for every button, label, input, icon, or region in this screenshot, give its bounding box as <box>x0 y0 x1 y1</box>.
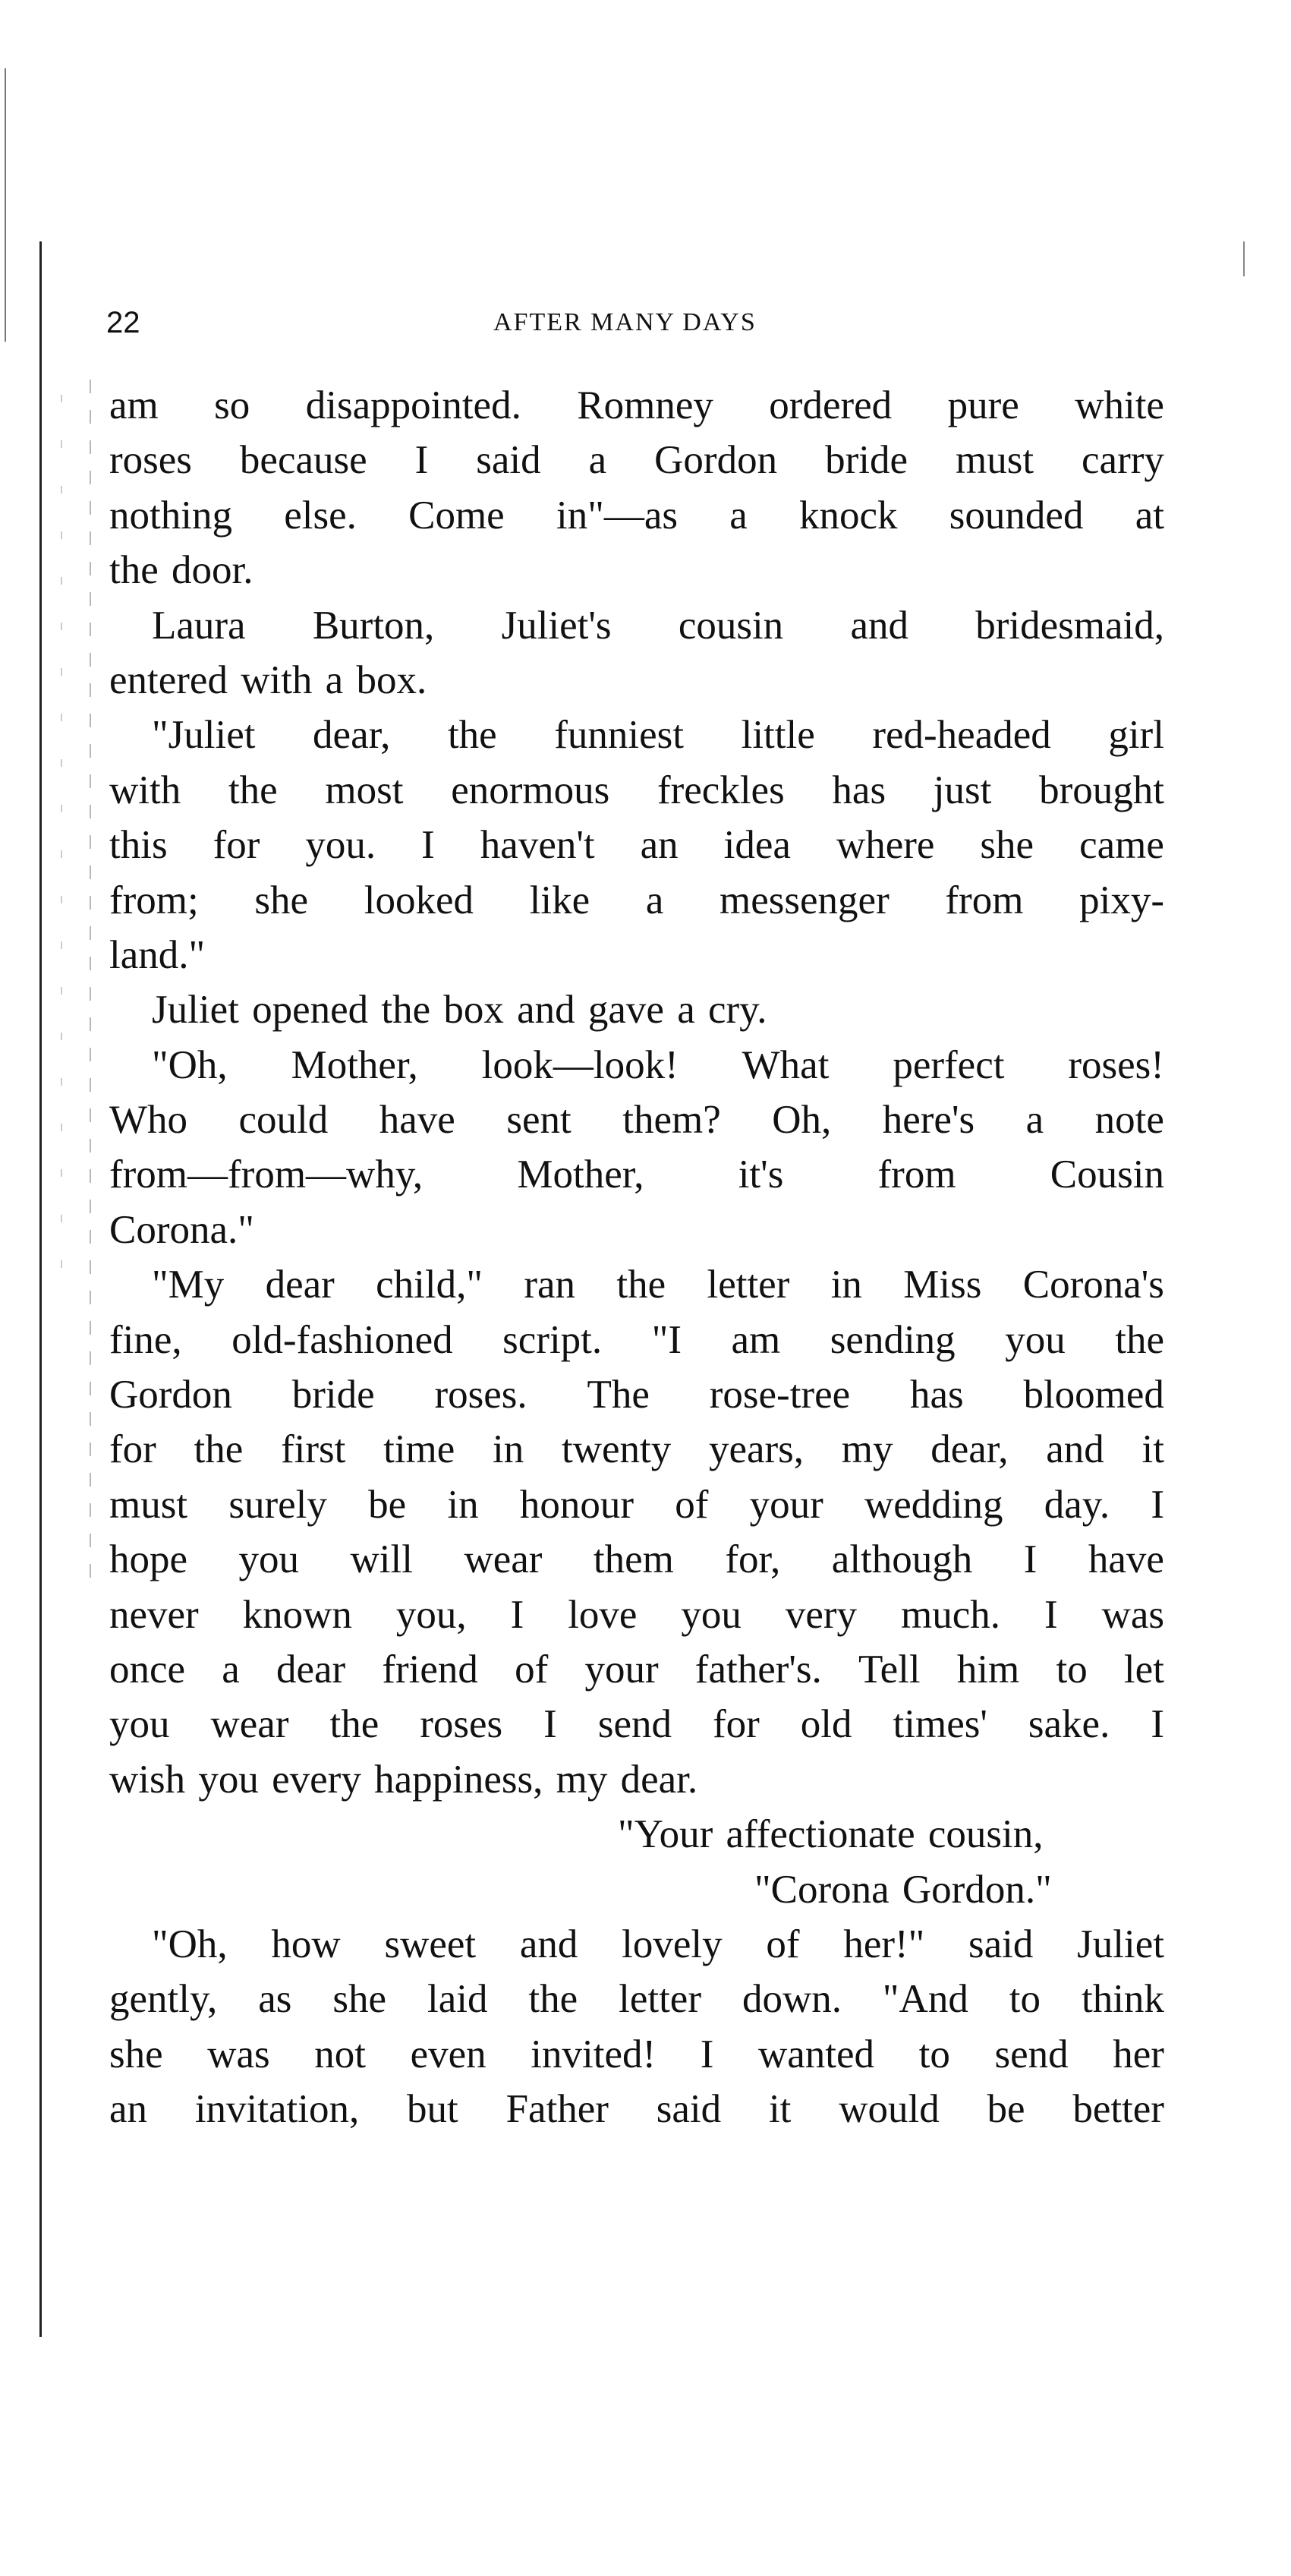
text-line <box>109 433 1164 487</box>
word: I <box>1151 1702 1164 1747</box>
word: and <box>1046 1427 1104 1472</box>
text-line <box>109 1147 1164 1202</box>
text-line <box>109 1093 1164 1147</box>
word: and <box>850 603 908 648</box>
word: wear <box>210 1702 289 1747</box>
word: Who <box>109 1098 188 1143</box>
word: letter <box>707 1263 790 1307</box>
word: with <box>109 768 181 812</box>
word: you, <box>395 1592 467 1637</box>
word: it's <box>738 1152 784 1197</box>
word: a <box>729 493 748 538</box>
page-number: 22 <box>106 306 140 339</box>
word: first <box>281 1427 346 1472</box>
word: "My <box>152 1263 225 1307</box>
text-line <box>109 873 1164 928</box>
text-line <box>109 2082 1164 2136</box>
word: the <box>329 1702 379 1747</box>
word: old-fashioned <box>231 1317 453 1362</box>
text-line: Corona." <box>109 1207 254 1252</box>
word: ran <box>524 1263 576 1307</box>
word: fine, <box>109 1317 182 1362</box>
word: look—look! <box>481 1042 679 1087</box>
word: of <box>766 1922 800 1966</box>
word: sent <box>506 1098 572 1143</box>
word: white <box>1075 383 1164 427</box>
word: to <box>918 2032 950 2076</box>
word: nothing <box>109 493 232 538</box>
word: the <box>447 713 497 758</box>
word: pure <box>947 383 1019 427</box>
word: roses <box>420 1702 503 1747</box>
word: the <box>528 1977 578 2022</box>
word: your <box>749 1482 823 1527</box>
word: invited! <box>531 2032 657 2076</box>
word: perfect <box>893 1042 1005 1087</box>
word: roses! <box>1068 1042 1164 1087</box>
word: Oh, <box>772 1098 832 1143</box>
word: never <box>109 1592 199 1637</box>
word: must <box>955 438 1034 483</box>
word: friend <box>382 1647 478 1692</box>
word: bloomed <box>1023 1373 1164 1417</box>
word: "Oh, <box>152 1042 228 1087</box>
word: twenty <box>561 1427 672 1472</box>
word: dear <box>276 1647 346 1692</box>
word: think <box>1081 1977 1164 2022</box>
word: a <box>1025 1098 1044 1143</box>
text-line <box>109 1917 1164 1972</box>
word: an <box>640 823 679 868</box>
word: I <box>543 1702 557 1747</box>
word: carry <box>1082 438 1164 483</box>
word: little <box>741 713 815 758</box>
word: idea <box>723 823 791 868</box>
word: a <box>588 438 607 483</box>
word: them <box>593 1537 674 1582</box>
word: even <box>410 2032 486 2076</box>
word: honour <box>519 1482 634 1527</box>
word: dear <box>265 1263 335 1307</box>
text-line <box>109 1038 1164 1093</box>
word: I <box>510 1592 524 1637</box>
word: Burton, <box>312 603 435 648</box>
word: wanted <box>757 2032 875 2076</box>
word: said <box>968 1922 1034 1966</box>
word: have <box>1088 1537 1164 1582</box>
word: for, <box>725 1537 781 1582</box>
word: Tell <box>858 1647 921 1692</box>
word: to <box>1056 1647 1088 1692</box>
word: her <box>1113 2032 1164 2076</box>
word: am <box>731 1317 781 1362</box>
word: them? <box>622 1098 721 1143</box>
word: from—from—why, <box>109 1152 424 1197</box>
text-line <box>109 1367 1164 1422</box>
word: surely <box>228 1482 327 1527</box>
word: of <box>515 1647 549 1692</box>
word: funniest <box>554 713 685 758</box>
word: roses <box>109 438 192 483</box>
word: Juliet's <box>501 603 612 648</box>
word: most <box>325 768 404 812</box>
word: I <box>421 823 435 868</box>
scan-edge-mark <box>1243 241 1245 276</box>
word: like <box>529 878 590 922</box>
text-line <box>109 1972 1164 2026</box>
word: you <box>238 1537 300 1582</box>
word: it <box>1141 1427 1164 1472</box>
text-line: land." <box>109 932 206 977</box>
text-line: Juliet opened the box and gave a cry. <box>152 988 767 1033</box>
word: ordered <box>769 383 893 427</box>
word: not <box>314 2032 367 2076</box>
word: as <box>258 1977 292 2022</box>
word: script. <box>502 1317 603 1362</box>
text-line: wish you every happiness, my dear. <box>109 1757 698 1802</box>
text-line <box>109 1697 1164 1751</box>
word: would <box>839 2087 940 2132</box>
text-line <box>109 818 1164 872</box>
text-line <box>109 2027 1164 2082</box>
word: I <box>1151 1482 1164 1527</box>
word: be <box>368 1482 407 1527</box>
word: years, <box>708 1427 805 1472</box>
text-line: "Corona Gordon." <box>754 1867 1052 1912</box>
word: your <box>584 1647 659 1692</box>
word: the <box>228 768 278 812</box>
word: enormous <box>451 768 610 812</box>
word: although <box>831 1537 973 1582</box>
word: Come <box>408 493 505 538</box>
word: send <box>994 2032 1069 2076</box>
text-line: the door. <box>109 548 253 593</box>
word: brought <box>1039 768 1164 812</box>
word: red-headed <box>872 713 1051 758</box>
word: of <box>675 1482 709 1527</box>
text-line <box>109 1313 1164 1367</box>
word: from; <box>109 878 199 922</box>
word: you <box>1005 1317 1066 1362</box>
word: cousin <box>678 603 784 648</box>
word: once <box>109 1647 186 1692</box>
word: and <box>519 1922 578 1966</box>
word: where <box>836 823 935 868</box>
word: letter <box>619 1977 701 2022</box>
word: girl <box>1108 713 1164 758</box>
word: you. <box>305 823 376 868</box>
word: much. <box>901 1592 1000 1637</box>
word: said <box>476 438 541 483</box>
word: down. <box>742 1977 842 2022</box>
word: Cousin <box>1050 1152 1164 1197</box>
word: for <box>109 1427 156 1472</box>
word: let <box>1123 1647 1164 1692</box>
text-line <box>109 1422 1164 1477</box>
word: bride <box>291 1373 375 1417</box>
word: very <box>785 1592 858 1637</box>
word: Mother, <box>291 1042 418 1087</box>
text-line <box>109 598 1164 653</box>
word: father's. <box>694 1647 822 1692</box>
word: be <box>987 2087 1025 2132</box>
word: "Oh, <box>152 1922 228 1966</box>
binding-gutter-line <box>39 241 42 2337</box>
word: child," <box>376 1263 483 1307</box>
word: wear <box>464 1537 543 1582</box>
word: "Juliet <box>152 713 256 758</box>
word: What <box>742 1042 830 1087</box>
word: in"—as <box>556 493 678 538</box>
word: my <box>841 1427 893 1472</box>
word: I <box>414 438 429 483</box>
scan-edge-mark <box>5 68 6 342</box>
word: an <box>109 2087 148 2132</box>
word: looked <box>364 878 474 922</box>
word: known <box>242 1592 352 1637</box>
word: day. <box>1044 1482 1110 1527</box>
word: "And <box>882 1977 968 2022</box>
text-line <box>109 1532 1164 1587</box>
word: because <box>239 438 367 483</box>
word: will <box>350 1537 413 1582</box>
word: Gordon <box>109 1373 232 1417</box>
word: said <box>656 2087 722 2132</box>
word: sending <box>830 1317 956 1362</box>
word: Mother, <box>517 1152 644 1197</box>
scan-artifact-line <box>90 380 91 1594</box>
word: has <box>832 768 886 812</box>
word: bridesmaid, <box>975 603 1164 648</box>
text-line <box>109 1477 1164 1532</box>
word: you <box>681 1592 742 1637</box>
word: I <box>700 2032 714 2076</box>
word: in <box>447 1482 479 1527</box>
word: for <box>712 1702 760 1747</box>
word: at <box>1135 493 1164 538</box>
word: you <box>109 1702 170 1747</box>
text-line <box>109 378 1164 433</box>
word: it <box>768 2087 792 2132</box>
page-header <box>106 300 1161 345</box>
word: came <box>1079 823 1164 868</box>
word: could <box>238 1098 329 1143</box>
word: but <box>407 2087 458 2132</box>
word: has <box>909 1373 964 1417</box>
word: Miss <box>903 1263 982 1307</box>
word: laid <box>427 1977 488 2022</box>
word: dear, <box>930 1427 1009 1472</box>
text-line <box>109 1257 1164 1312</box>
word: gently, <box>109 1977 218 2022</box>
word: the <box>194 1427 244 1472</box>
word: send <box>597 1702 672 1747</box>
word: times' <box>893 1702 987 1747</box>
word: her!" <box>843 1922 925 1966</box>
word: the <box>1115 1317 1164 1362</box>
word: sweet <box>384 1922 477 1966</box>
word: how <box>271 1922 341 1966</box>
word: have <box>379 1098 455 1143</box>
word: him <box>956 1647 1020 1692</box>
word: this <box>109 823 168 868</box>
word: she <box>332 1977 387 2022</box>
word: messenger <box>719 878 890 922</box>
word: the <box>616 1263 666 1307</box>
text-line <box>109 1642 1164 1697</box>
text-line <box>109 763 1164 818</box>
word: to <box>1009 1977 1041 2022</box>
word: The <box>587 1373 650 1417</box>
word: for <box>213 823 260 868</box>
word: Juliet <box>1077 1922 1164 1966</box>
word: love <box>568 1592 638 1637</box>
word: disappointed. <box>305 383 521 427</box>
word: lovely <box>622 1922 723 1966</box>
word: she <box>980 823 1034 868</box>
word: old <box>800 1702 852 1747</box>
word: dear, <box>313 713 391 758</box>
text-line: entered with a box. <box>109 657 427 702</box>
word: a <box>222 1647 240 1692</box>
word: from <box>877 1152 956 1197</box>
word: rose-tree <box>709 1373 851 1417</box>
text-line <box>109 708 1164 762</box>
word: note <box>1094 1098 1164 1143</box>
word: am <box>109 383 159 427</box>
word: else. <box>284 493 357 538</box>
word: bride <box>825 438 908 483</box>
word: she <box>254 878 309 922</box>
text-line: "Your affectionate cousin, <box>618 1812 1044 1857</box>
word: I <box>1044 1592 1058 1637</box>
word: I <box>1023 1537 1038 1582</box>
word: hope <box>109 1537 188 1582</box>
word: was <box>1101 1592 1164 1637</box>
text-line <box>109 488 1164 543</box>
word: Gordon <box>654 438 778 483</box>
word: "I <box>651 1317 682 1362</box>
word: must <box>109 1482 188 1527</box>
word: here's <box>882 1098 975 1143</box>
word: knock <box>799 493 898 538</box>
word: a <box>645 878 664 922</box>
word: Laura <box>152 603 246 648</box>
word: in <box>493 1427 524 1472</box>
word: so <box>214 383 250 427</box>
text-line <box>109 1588 1164 1642</box>
word: Romney <box>577 383 713 427</box>
word: roses. <box>434 1373 527 1417</box>
word: time <box>383 1427 455 1472</box>
word: invitation, <box>194 2087 360 2132</box>
word: in <box>830 1263 862 1307</box>
running-head: AFTER MANY DAYS <box>493 308 757 336</box>
word: pixy- <box>1079 878 1164 922</box>
word: sounded <box>949 493 1084 538</box>
word: she <box>109 2032 163 2076</box>
body-text <box>109 378 1164 2137</box>
scan-artifact-line <box>61 395 62 1306</box>
word: Father <box>505 2087 609 2132</box>
word: just <box>933 768 992 812</box>
word: freckles <box>657 768 785 812</box>
word: sake. <box>1028 1702 1110 1747</box>
word: from <box>945 878 1024 922</box>
word: Corona's <box>1022 1263 1164 1307</box>
word: was <box>207 2032 270 2076</box>
word: haven't <box>480 823 595 868</box>
word: wedding <box>864 1482 1003 1527</box>
word: better <box>1072 2087 1164 2132</box>
